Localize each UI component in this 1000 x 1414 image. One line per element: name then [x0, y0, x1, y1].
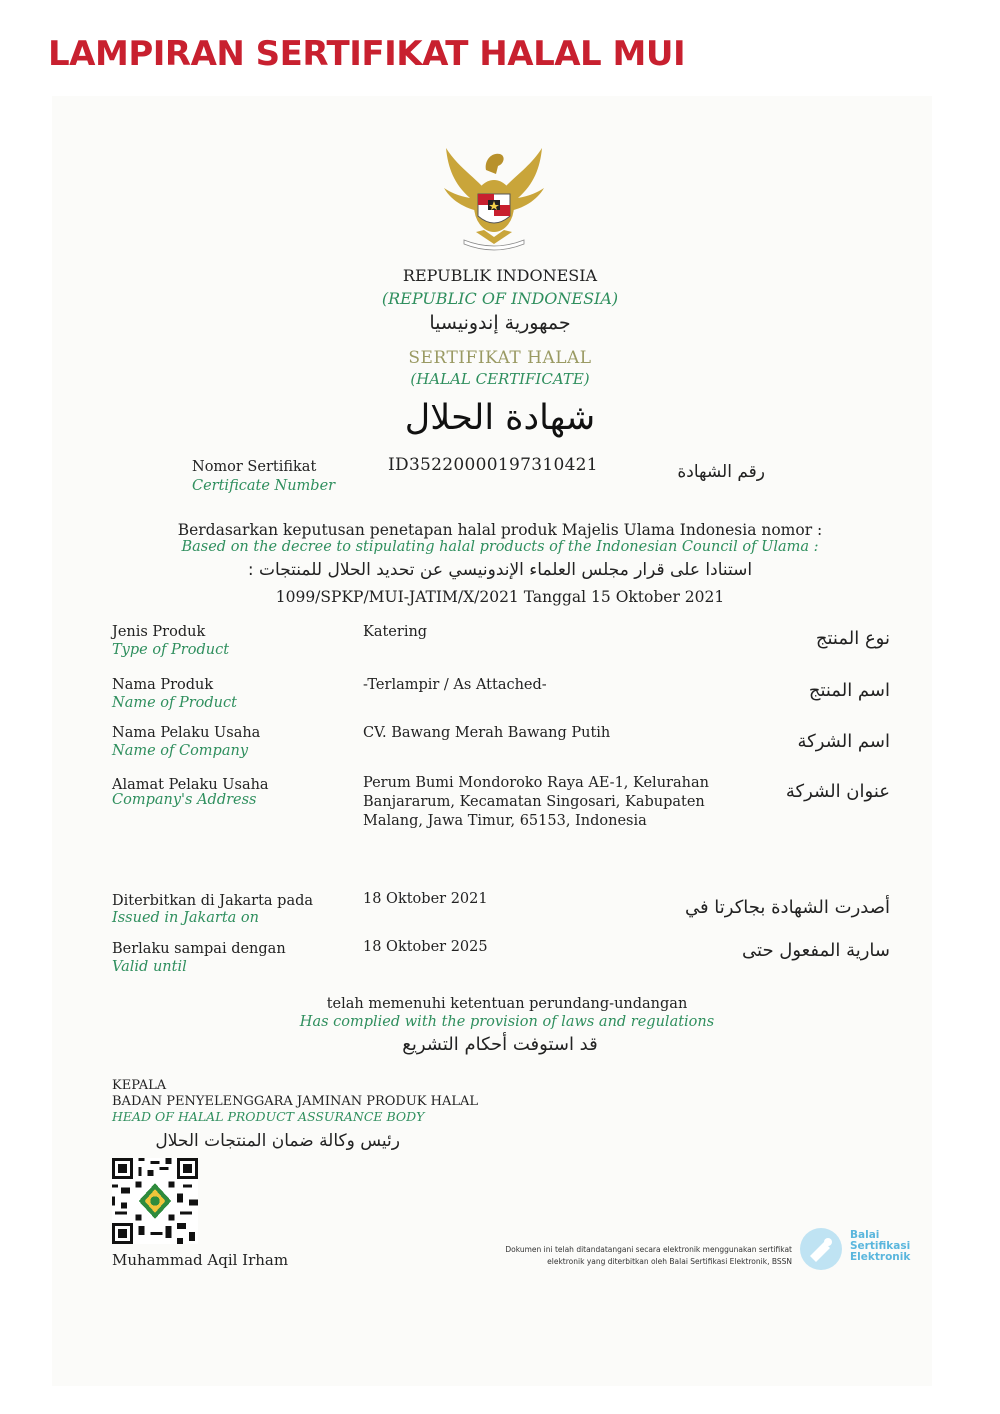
- product-name-label-en: Name of Product: [112, 695, 237, 711]
- company-name-value: CV. Bawang Merah Bawang Putih: [363, 725, 611, 741]
- qr-code-icon: [112, 1158, 198, 1244]
- certificate-title-en: (HALAL CERTIFICATE): [410, 370, 590, 388]
- cert-number-value: ID35220000197310421: [388, 455, 598, 475]
- decree-number: 1099/SPKP/MUI-JATIM/X/2021 Tanggal 15 Oktober 2021: [275, 588, 725, 606]
- country-title: REPUBLIK INDONESIA: [402, 266, 598, 285]
- company-address-label-en: Company's Address: [112, 792, 257, 808]
- certificate-title: SERTIFIKAT HALAL: [408, 348, 592, 368]
- product-type-label-ar: نوع المنتج: [815, 628, 890, 649]
- garuda-emblem-icon: [440, 140, 548, 252]
- signatory-name: Muhammad Aqil Irham: [112, 1251, 289, 1269]
- esign-note: [430, 1244, 792, 1268]
- signatory-title-1: KEPALA: [112, 1078, 167, 1093]
- bsre-logo-icon: [800, 1228, 842, 1270]
- company-name-label-ar: اسم الشركة: [797, 731, 890, 752]
- compliance-text-en: Has complied with the provision of laws and regulations: [299, 1014, 715, 1030]
- issued-label: Diterbitkan di Jakarta pada: [112, 893, 314, 909]
- country-title-en: (REPUBLIC OF INDONESIA): [381, 289, 619, 308]
- company-name-label: Nama Pelaku Usaha: [112, 725, 261, 741]
- compliance-text: telah memenuhi ketentuan perundang-undangan: [326, 996, 688, 1012]
- compliance-text-ar: قد استوفت أحكام التشريع: [402, 1034, 598, 1055]
- country-title-ar: جمهورية إندونيسيا: [429, 312, 571, 334]
- company-address-label: Alamat Pelaku Usaha: [112, 777, 269, 793]
- cert-number-label: Nomor Sertifikat: [192, 459, 317, 475]
- issued-label-ar: أصدرت الشهادة بجاكرتا في: [684, 897, 890, 918]
- issued-value: 18 Oktober 2021: [363, 891, 488, 907]
- signatory-title-en: HEAD OF HALAL PRODUCT ASSURANCE BODY: [112, 1109, 425, 1124]
- company-address-line-1: Perum Bumi Mondoroko Raya AE-1, Kelurahan: [363, 775, 709, 791]
- valid-label: Berlaku sampai dengan: [112, 941, 286, 957]
- certificate-title-ar: شهادة الحلال: [404, 398, 596, 438]
- product-name-label-ar: اسم المنتج: [808, 680, 890, 701]
- page-heading: LAMPIRAN SERTIFIKAT HALAL MUI: [48, 34, 686, 74]
- signatory-title-ar: رئيس وكالة ضمان المنتجات الحلال: [155, 1131, 400, 1151]
- bsre-logo-line-3: Elektronik: [850, 1251, 911, 1263]
- issued-label-en: Issued in Jakarta on: [112, 910, 259, 926]
- decree-text: Berdasarkan keputusan penetapan halal produk Majelis Ulama Indonesia nomor :: [177, 521, 823, 539]
- esign-note-line-2: elektronik yang diterbitkan oleh Balai Sertifikasi Elektronik, BSSN: [547, 1257, 792, 1266]
- cert-number-label-ar: رقم الشهادة: [677, 462, 765, 482]
- company-name-label-en: Name of Company: [112, 743, 249, 759]
- signatory-title-2: BADAN PENYELENGGARA JAMINAN PRODUK HALAL: [112, 1094, 479, 1109]
- product-name-value: -Terlampir / As Attached-: [363, 677, 547, 693]
- product-type-label: Jenis Produk: [112, 624, 206, 640]
- company-address-line-3: Malang, Jawa Timur, 65153, Indonesia: [363, 813, 647, 829]
- product-type-value: Katering: [363, 624, 428, 640]
- product-type-label-en: Type of Product: [112, 642, 230, 658]
- cert-number-label-en: Certificate Number: [192, 478, 336, 494]
- bsre-logo-line-2: Sertifikasi: [850, 1240, 911, 1252]
- valid-value: 18 Oktober 2025: [363, 939, 488, 955]
- decree-text-en: Based on the decree to stipulating halal products of the Indonesian Council of Ulama :: [181, 539, 819, 555]
- valid-label-ar: سارية المفعول حتى: [742, 940, 890, 961]
- bsre-logo-line-1: Balai: [850, 1229, 880, 1241]
- bsre-logo-text: [850, 1230, 910, 1263]
- company-address-line-2: Banjararum, Kecamatan Singosari, Kabupaten: [363, 794, 705, 810]
- product-name-label: Nama Produk: [112, 677, 214, 693]
- esign-note-line-1: Dokumen ini telah ditandatangani secara elektronik menggunakan sertifikat: [505, 1245, 792, 1254]
- valid-label-en: Valid until: [112, 959, 187, 975]
- decree-text-ar: استنادا على قرار مجلس العلماء الإندونيسي عن تحديد الحلال للمنتجات :: [247, 560, 753, 580]
- company-address-label-ar: عنوان الشركة: [785, 781, 890, 802]
